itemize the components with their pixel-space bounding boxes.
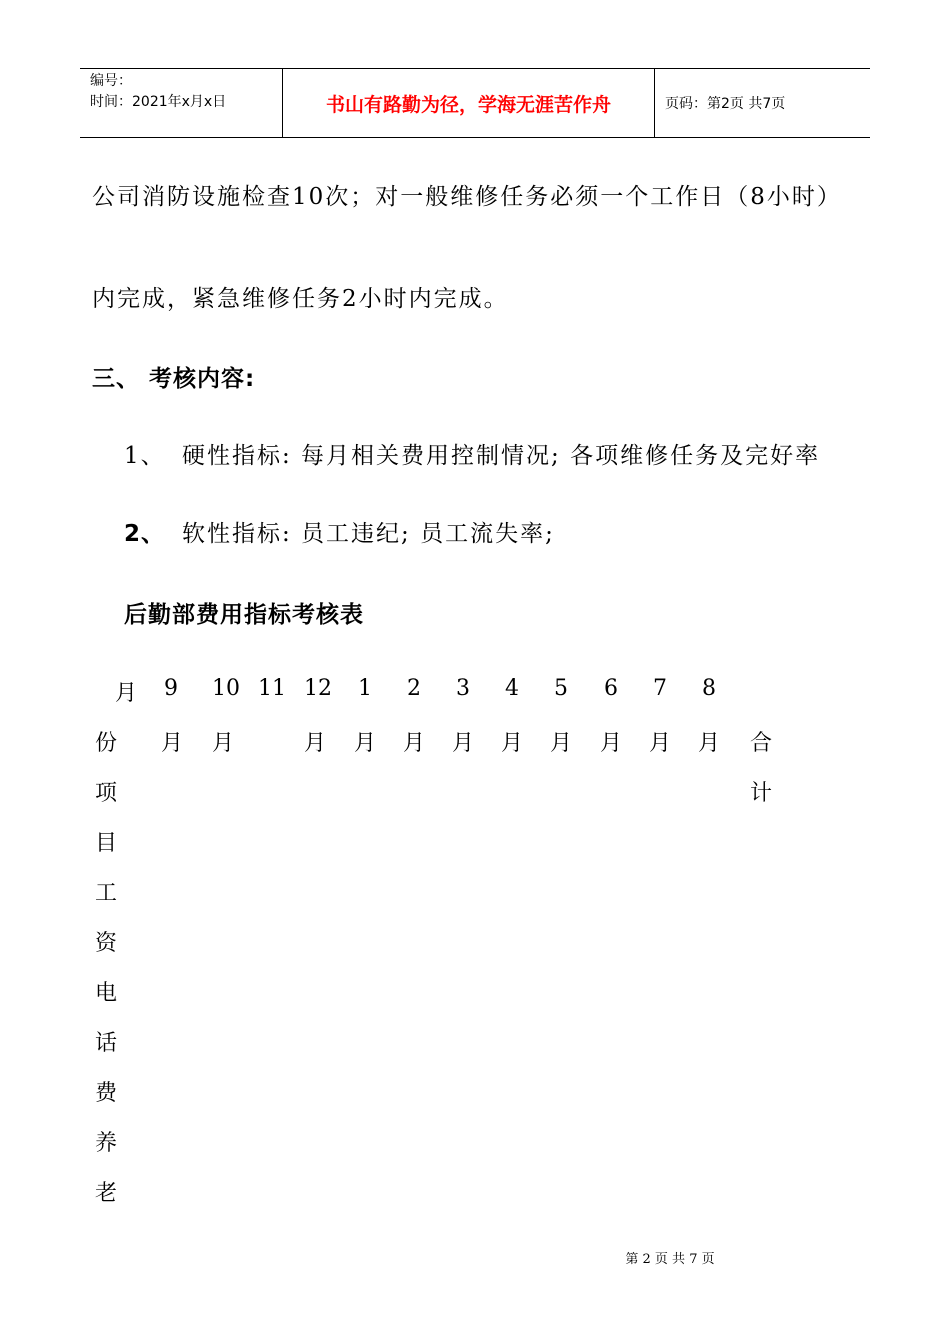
table-cell: 老	[95, 1181, 118, 1206]
section-heading-3: 三、 考核内容:	[92, 366, 256, 392]
table-cell: 9	[164, 676, 178, 701]
table-cell: 工	[95, 881, 118, 906]
page-header	[80, 68, 870, 138]
paragraph-line-2: 内完成，紧急维修任务2小时内完成。	[92, 286, 509, 312]
table-cell: 月	[600, 731, 623, 756]
table-cell: 项	[95, 781, 118, 806]
table-cell: 合	[750, 731, 773, 756]
item-1-text: 硬性指标: 每月相关费用控制情况; 各项维修任务及完好率	[182, 443, 821, 469]
page-footer	[0, 1248, 950, 1267]
header-motto: 书山有路勤为径，学海无涯苦作舟	[282, 69, 655, 137]
item-1-number: 1、	[124, 443, 166, 469]
table-cell: 10	[212, 676, 240, 701]
table-cell: 月	[161, 731, 184, 756]
table-cell: 11	[258, 676, 286, 701]
table-cell: 月	[550, 731, 573, 756]
header-meta	[80, 69, 282, 137]
table-cell: 月	[698, 731, 721, 756]
table-cell: 话	[95, 1031, 118, 1056]
table-title: 后勤部费用指标考核表	[124, 602, 364, 628]
table-cell: 4	[505, 676, 519, 701]
table-cell: 月	[212, 731, 235, 756]
table-cell: 3	[456, 676, 470, 701]
table-cell: 2	[407, 676, 421, 701]
item-2-number: 2、	[124, 521, 166, 547]
table-cell: 5	[554, 676, 568, 701]
header-time: 时间：2021年x月x日	[90, 94, 227, 110]
table-cell: 12	[304, 676, 332, 701]
table-cell: 资	[95, 931, 118, 956]
table-cell: 计	[750, 781, 773, 806]
table-cell: 月	[501, 731, 524, 756]
footer-page-number: 第 2 页 共 7 页	[625, 1252, 715, 1267]
table-cell: 份	[95, 731, 118, 756]
table-cell: 月	[304, 731, 327, 756]
paragraph-line-1: 公司消防设施检查10次；对一般维修任务必须一个工作日（8小时）	[92, 184, 842, 210]
table-cell: 月	[649, 731, 672, 756]
table-cell: 月	[354, 731, 377, 756]
table-cell: 7	[653, 676, 667, 701]
header-page-info: 页码：第2页 共7页	[665, 96, 786, 112]
table-cell: 月	[115, 681, 138, 706]
table-cell: 1	[358, 676, 372, 701]
header-number: 编号：	[90, 73, 132, 89]
table-cell: 费	[95, 1081, 118, 1106]
table-cell: 月	[452, 731, 475, 756]
table-cell: 6	[604, 676, 618, 701]
table-cell: 目	[95, 831, 118, 856]
table-cell: 养	[95, 1131, 118, 1156]
item-2-text: 软性指标: 员工违纪; 员工流失率;	[182, 521, 555, 547]
table-cell: 电	[95, 981, 118, 1006]
table-cell: 8	[702, 676, 716, 701]
table-cell: 月	[403, 731, 426, 756]
